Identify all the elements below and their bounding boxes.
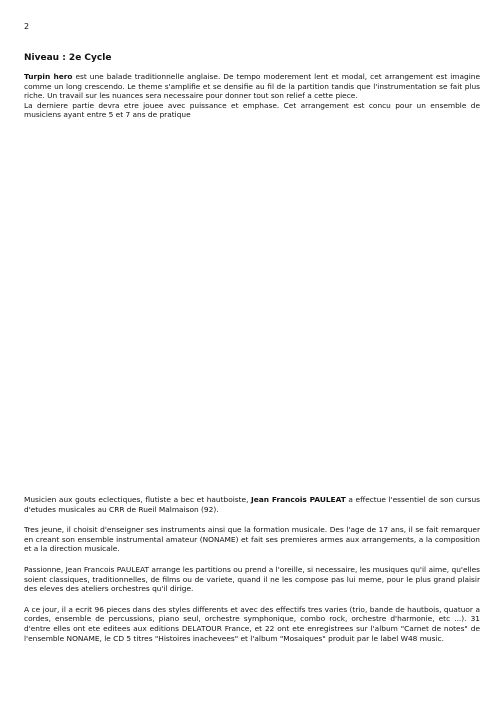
page-number: 2 [24, 22, 30, 31]
bio-paragraph-3: Passionne, Jean Francois PAULEAT arrange les partitions ou prend a l'oreille, si necessaire, les musiques qu'il aime, qu'elles soient classiques, traditionnelles, de films ou de variete, quand il ne les compose pas lui meme, pour le plus grand plaisir des eleves des ateliers orchestres qu'il dirige. [24, 564, 480, 594]
intro-paragraph-1 [24, 72, 480, 101]
level-heading: Niveau : 2e Cycle [24, 53, 112, 63]
biography-section [24, 495, 480, 643]
intro-paragraph-2: La derniere partie devra etre jouee avec puissance et emphase. Cet arrangement est concu pour un ensemble de musiciens ayant entre 5 et 7 ans de pratique [24, 100, 480, 120]
intro-paragraph-1-text: est une balade traditionnelle anglaise. De tempo moderement lent et modal, cet arrangement est imagine comme un long crescendo. Le theme s'amplifie et se densifie au fil de la partition tandis que l'instrumentation se fait plus riche. Un travail sur les nuances sera necessaire pour donner tout son relief a cette piece. [24, 72, 480, 101]
piece-title: Turpin hero [24, 72, 73, 81]
bio-paragraph-4: A ce jour, il a ecrit 96 pieces dans des styles differents et avec des effectifs tres varies (trio, bande de hautbois, quatuor a cordes, ensemble de percussions, piano seul, orchestre symphonique, combo rock, orchestre d'harmonie, etc ...). 31 d'entre elles ont ete editees aux editions DELATOUR France, et 22 ont ete enregistrees sur l'album "Carnet de notes" de l'ensemble NONAME, le CD 5 titres "Histoires inachevees" et l'album "Mosaiques" produit par le label W48 music. [24, 604, 480, 643]
bio-paragraph-1-start: Musicien aux gouts eclectiques, flutiste a bec et hautboiste, [24, 495, 252, 504]
bio-paragraph-1-end: a effectue l'essentiel de son cursus d'etudes musicales au CRR de Rueil Malmaison (92). [24, 495, 480, 514]
bio-paragraph-2: Tres jeune, il choisit d'enseigner ses instruments ainsi que la formation musicale. Des l'age de 17 ans, il se fait remarquer en creant son ensemble instrumental amateur (NONAME) et fait ses premieres armes aux arrangements, a la composition et a la direction musicale. [24, 525, 480, 554]
bio-paragraph-1 [24, 495, 480, 514]
intro-section [24, 72, 480, 120]
author-name: Jean Francois PAULEAT [251, 495, 346, 504]
